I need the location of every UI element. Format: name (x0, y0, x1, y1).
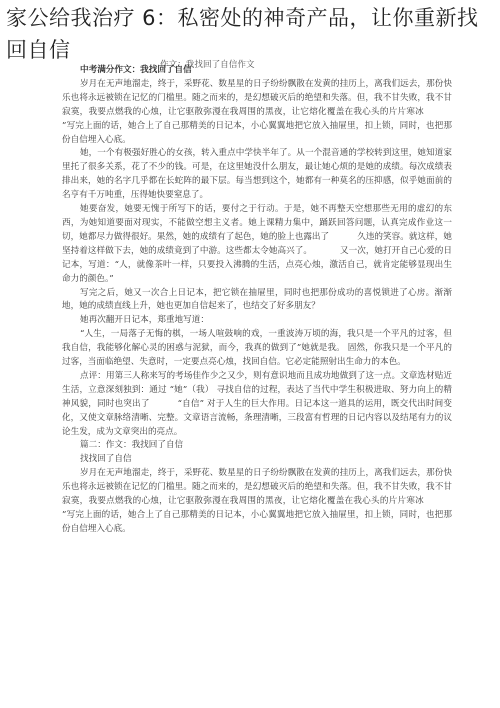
paragraph-text: 又一次，她打开自己心爱的日记本，写道：“人，就像茶叶一样，只要投入沸腾的生活，点亮心烛，激活自己，就肯定能够显现出生命力的颜色。” (62, 245, 452, 284)
paragraph-text: 她要奋发，她要无愧于所写下的话，要付之于行动。于是，她不再整天空想那些无用的虚幻的东西，为她知道要面对现实，不能做空想主义者。她上课精力集中，踊跃回答问题，认真完成作业这一切，她都尽力做得很好。果然，她的成绩有了起色，她的脸上也露出了 (62, 204, 452, 242)
paragraph-text: 岁月在无声地溜走，终于，采野花、数星星的日子纷纷飘散在发黄的挂历上，离我们远去，那份快乐也将永远被锁在记忆的门槛里。随之而来的，是幻想破灭后的绝望和失落。但，我不甘失败，我不甘寂寞，我要点燃我的心烛，让它驱散弥漫在我周围的黑夜，让它熔化覆盖在我心头的片片寒冰 (62, 468, 452, 507)
section-1-paragraph-5: 她再次翻开日记本，郑重地写道： (80, 315, 209, 326)
section-1-paragraph-2: 她，一个有极强好胜心的女孩，转入重点中学快半年了。从一个混音通的学校转到这里，她知道家里托了很多关系，花了不少的钱。可是，在这里她没什么朋友，最让她心烦的是她的成绩。每次成绩表排出来，她的名字几乎都在长蛇阵的最下层。每当想到这个，她都有一种莫名的压抑感，似乎她面前的名亨有千万吨重，压得她快要窒息了。 (62, 148, 452, 201)
paragraph-text: ”写完上面的话，她合上了自己那精美的日记本，小心翼翼地把它放入抽屉里，扣上锁，同时，也把那份自信埋入心底。 (62, 510, 452, 534)
section-2-paragraph-1 (62, 467, 452, 537)
section-2-title: 找找回了自信 (80, 454, 132, 465)
section-1-paragraph-4: 写完之后，她又一次合上日记本，把它锁在抽屉里，同时也把那份成功的喜悦锁进了心房。渐渐地，她的成绩直线上升，她也更加自信起来了，也结交了好多朋友？ (62, 287, 452, 312)
paragraph-text: 久违的笑容。就这样，她坚持着这样做下去，她的成绩竟到了中游。这些都太令她高兴了。 (62, 231, 452, 256)
section-2-label: 篇二：作文：我找回了自信 (80, 440, 184, 451)
section-1-paragraph-6: “人生，一局落子无悔的棋，一场人喧鼓响的戏，一重波涛万顷的海，我只是一个平凡的过客，但我自信，我能够化解心灵的困惑与泥狱，而今，我真的做到了”她就是我。 固然，你我只是一个平凡的过客，当面临绝望、失意时，一定要点亮心烛，找回自信。它必定能照射出生命力的本色。 (62, 329, 452, 368)
section-1-paragraph-3 (62, 203, 452, 286)
section-1-paragraph-1 (62, 78, 452, 148)
article-headline: 家公给我治疗 6：私密处的神奇产品，让你重新找回自信 (6, 6, 479, 62)
paragraph-text: ”写完上面的话，她合上了自己那精美的日记本，小心翼翼地把它放入抽屉里，扣上锁，同时，也把那份自信埋入心底。 (62, 120, 452, 145)
paragraph-text: “自信” 对于人生的巨大作用。日记本这一道具的运用，既交代出时间变化，又使文章脉络清晰、完整。文章语言流畅，条理清晰，三段富有哲理的日记内容以及结尾有力的议论生发，成为文章突出的亮点。 (62, 398, 452, 437)
section-1-commentary (62, 370, 452, 440)
document-header: 作文：我找回了自信作文 (160, 60, 255, 70)
paragraph-text: 点评：用第三人称来写的考场佳作少之又少，则有意识地而且成功地做到了这一点。文章选材贴近生活，立意深刻独到：通过 “她”（我） 寻找自信的过程，表达了当代中学生积极进取、努力向上的精神风貌，同时也突出了 (62, 370, 452, 409)
paragraph-text: 岁月在无声地溜走，终于，采野花、数星星的日子纷纷飘散在发黄的挂历上，离我们远去，那份快乐也将永远被锁在记忆的门槛里。随之而来的，是幻想破灭后的绝望和失落。但，我不甘失败，我不甘寂寞，我要点燃我的心烛，让它驱散弥漫在我周围的黑夜，让它熔化覆盖在我心头的片片寒冰 (62, 78, 452, 117)
section-1-title: 中考满分作文：我找回了自信 (80, 65, 192, 75)
document-body (62, 52, 452, 537)
